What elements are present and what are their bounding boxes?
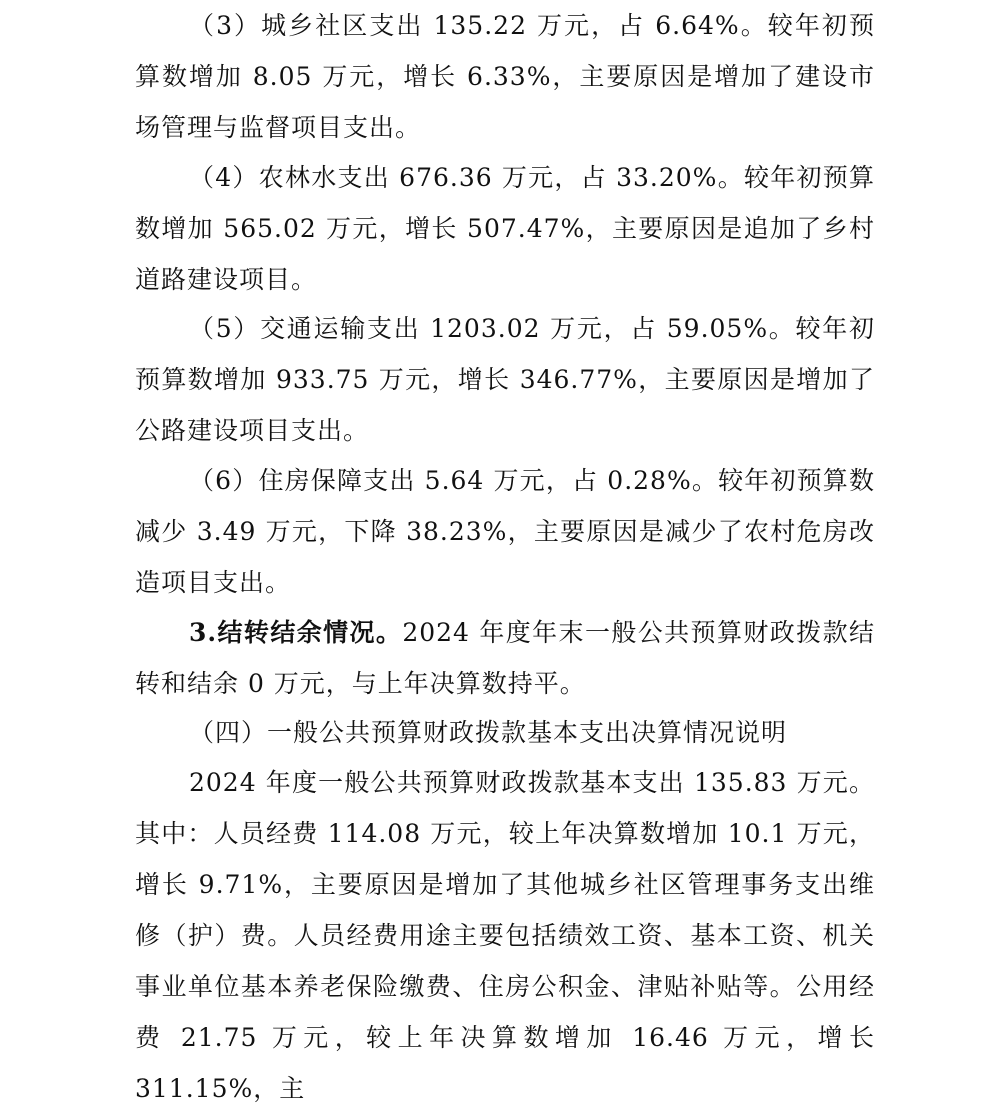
section-heading-basic-expense: （四）一般公共预算财政拨款基本支出决算情况说明 (189, 718, 788, 747)
paragraph-carryover-balance (135, 607, 875, 709)
paragraph-agriculture-forestry-water-expense: （4）农林水支出 676.36 万元，占 33.20%。较年初预算数增加 565.02 万元，增长 507.47%，主要原因是追加了乡村道路建设项目。 (135, 163, 875, 294)
carryover-text: 2024 年度年末一般公共预算财政拨款结转和结余 0 万元，与上年决算数持平。 (135, 618, 875, 698)
paragraph-housing-security-expense: （6）住房保障支出 5.64 万元，占 0.28%。较年初预算数减少 3.49 万元，下降 38.23%，主要原因是减少了农村危房改造项目支出。 (135, 466, 875, 597)
paragraph-urban-rural-community-expense: （3）城乡社区支出 135.22 万元，占 6.64%。较年初预算数增加 8.05 万元，增长 6.33%，主要原因是增加了建设市场管理与监督项目支出。 (135, 11, 875, 142)
carryover-heading: 3.结转结余情况。 (189, 618, 403, 647)
paragraph-basic-expense-detail: 2024 年度一般公共预算财政拨款基本支出 135.83 万元。其中：人员经费 114.08 万元，较上年决算数增加 10.1 万元，增长 9.71%，主要原因是增加了其他城乡社区管理事务支出维修（护）费。人员经费用途主要包括绩效工资、基本工资、机关事业单位基本养老保险缴费、住房公积金、津贴补贴等。公用经费 21.75 万元，较上年决算数增加 16.46 万元，增长 311.15%，主 (135, 768, 875, 1103)
paragraph-transportation-expense: （5）交通运输支出 1203.02 万元，占 59.05%。较年初预算数增加 933.75 万元，增长 346.77%，主要原因是增加了公路建设项目支出。 (135, 314, 875, 445)
